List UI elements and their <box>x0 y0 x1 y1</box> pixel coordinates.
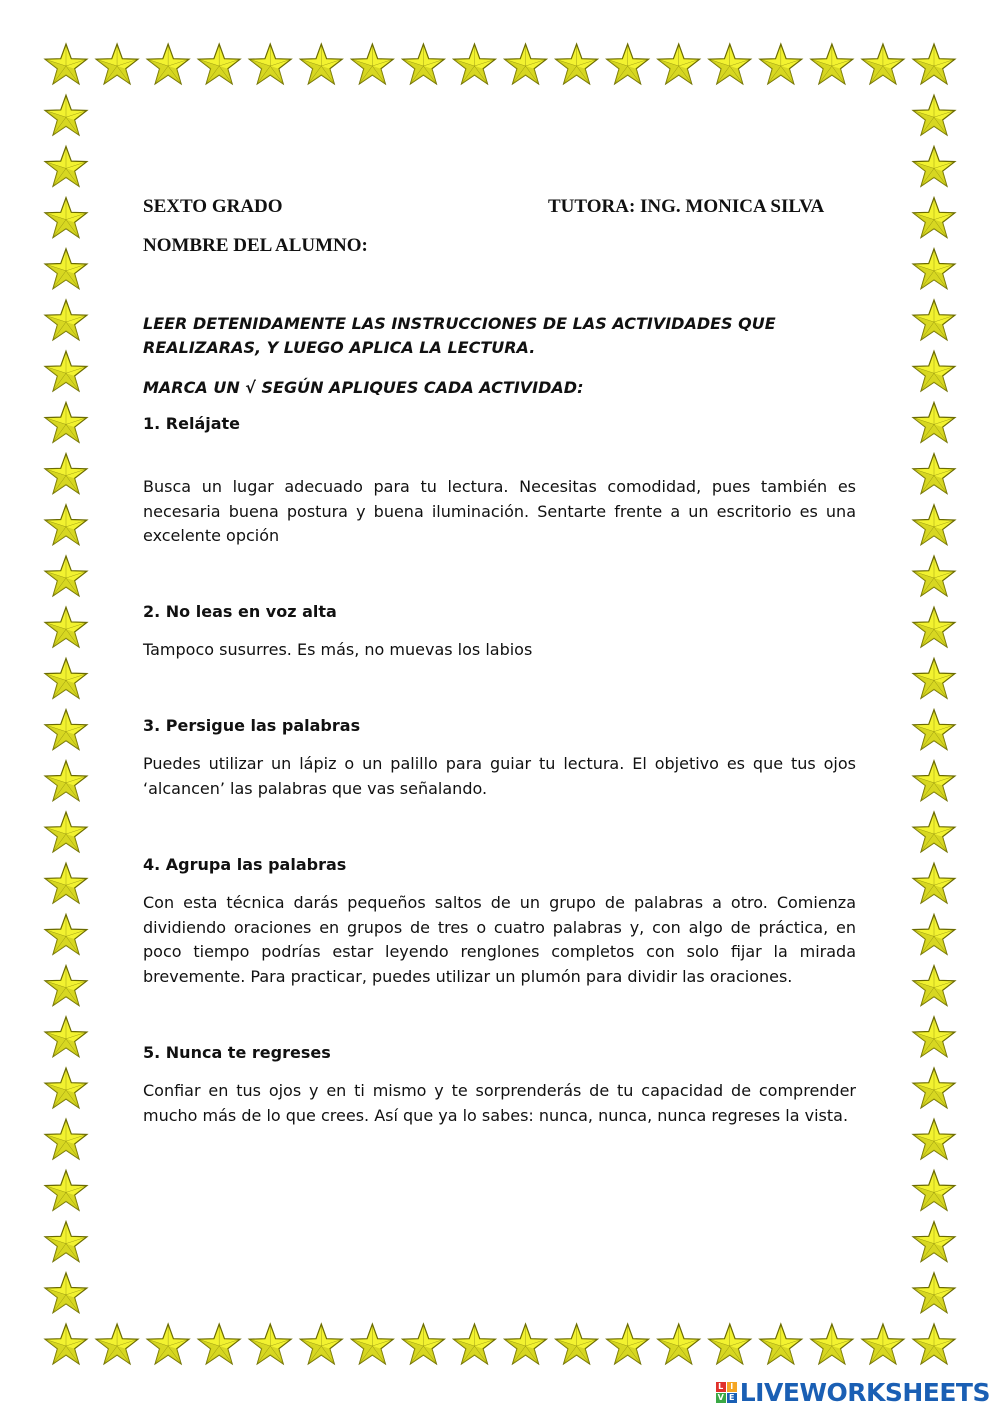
logo-letter: E <box>727 1393 737 1403</box>
star-icon <box>913 95 955 135</box>
star-icon <box>45 914 87 954</box>
star-icon <box>913 863 955 903</box>
star-icon <box>45 1068 87 1108</box>
star-icon <box>45 863 87 903</box>
star-icon <box>913 300 955 340</box>
star-icon <box>96 44 138 84</box>
star-icon <box>45 556 87 596</box>
star-icon <box>45 198 87 238</box>
star-icon <box>45 966 87 1006</box>
liveworksheets-logo <box>716 1378 990 1407</box>
star-icon <box>45 812 87 852</box>
star-icon <box>45 1324 87 1364</box>
step-3-text: Puedes utilizar un lápiz o un palillo para guiar tu lectura. El objetivo es que tus ojos ‘alcancen’ las palabras que vas señalando. <box>143 754 856 798</box>
star-icon <box>45 95 87 135</box>
star-icon <box>862 1324 904 1364</box>
star-icon <box>45 146 87 186</box>
star-icon <box>45 658 87 698</box>
logo-letter: I <box>727 1382 737 1392</box>
star-icon <box>45 402 87 442</box>
star-icon <box>913 1324 955 1364</box>
step-5-text: Confiar en tus ojos y en ti mismo y te sorprenderás de tu capacidad de comprender mucho más de lo que crees. Así que ya lo sabes: nunca, nunca, nunca regreses la vista. <box>143 1081 856 1125</box>
step-4-text: Con esta técnica darás pequeños saltos de un grupo de palabras a otro. Comienza dividiendo oraciones en grupos de tres o cuatro palabras y, con algo de práctica, en poco tiempo podrías estar leyendo renglones completos con solo fijar la mirada brevemente. Para practicar, puedes utilizar un plumón para dividir las oraciones. <box>143 893 856 986</box>
star-icon <box>45 607 87 647</box>
star-icon <box>913 556 955 596</box>
step-4-title: 4. Agrupa las palabras <box>143 855 347 874</box>
steps-list <box>143 0 856 1413</box>
step-5-title: 5. Nunca te regreses <box>143 1043 331 1062</box>
logo-mark <box>716 1382 737 1403</box>
star-icon <box>45 1273 87 1313</box>
star-icon <box>45 44 87 84</box>
star-icon <box>45 710 87 750</box>
student-name-label: NOMBRE DEL ALUMNO: <box>143 235 368 256</box>
star-icon <box>45 1017 87 1057</box>
star-icon <box>45 454 87 494</box>
step-1-title: 1. Relájate <box>143 414 241 433</box>
logo-letter: V <box>717 1393 724 1402</box>
logo-text: LIVEWORKSHEETS <box>739 1378 990 1407</box>
star-icon <box>913 1222 955 1262</box>
logo-letter: L <box>716 1382 726 1392</box>
star-icon <box>913 914 955 954</box>
tutor-label: TUTORA: ING. MONICA SILVA <box>548 196 825 217</box>
step-3-title: 3. Persigue las palabras <box>143 716 361 735</box>
star-icon <box>45 505 87 545</box>
instructions-line-1: LEER DETENIDAMENTE LAS INSTRUCCIONES DE LAS ACTIVIDADES QUE REALIZARAS, Y LUEGO APLICA LA LECTURA. <box>143 314 776 357</box>
star-icon <box>45 1170 87 1210</box>
star-icon <box>913 505 955 545</box>
star-icon <box>45 761 87 801</box>
step-2-text: Tampoco susurres. Es más, no muevas los labios <box>143 640 533 659</box>
star-icon <box>913 402 955 442</box>
star-icon <box>862 44 904 84</box>
star-icon <box>45 1222 87 1262</box>
star-icon <box>913 1068 955 1108</box>
step-1-text: Busca un lugar adecuado para tu lectura. Necesitas comodidad, pues también es necesaria buena postura y buena iluminación. Sentarte frente a un escritorio es una excelente opción <box>143 477 856 545</box>
star-icon <box>913 44 955 84</box>
star-icon <box>913 1170 955 1210</box>
star-icon <box>913 710 955 750</box>
grade-label: SEXTO GRADO <box>143 196 283 217</box>
star-icon <box>45 300 87 340</box>
star-icon <box>913 198 955 238</box>
star-icon <box>913 1273 955 1313</box>
star-icon <box>913 761 955 801</box>
star-icon <box>913 146 955 186</box>
instructions-line-2: MARCA UN √ SEGÚN APLIQUES CADA ACTIVIDAD: <box>143 378 584 397</box>
star-icon <box>913 812 955 852</box>
step-2-title: 2. No leas en voz alta <box>143 602 337 621</box>
star-icon <box>913 249 955 289</box>
star-icon <box>45 249 87 289</box>
star-icon <box>913 1119 955 1159</box>
star-icon <box>96 1324 138 1364</box>
star-icon <box>45 1119 87 1159</box>
star-icon <box>913 966 955 1006</box>
star-icon <box>913 658 955 698</box>
star-icon <box>913 351 955 391</box>
star-icon <box>913 1017 955 1057</box>
star-icon <box>913 607 955 647</box>
star-icon <box>45 351 87 391</box>
star-icon <box>913 454 955 494</box>
